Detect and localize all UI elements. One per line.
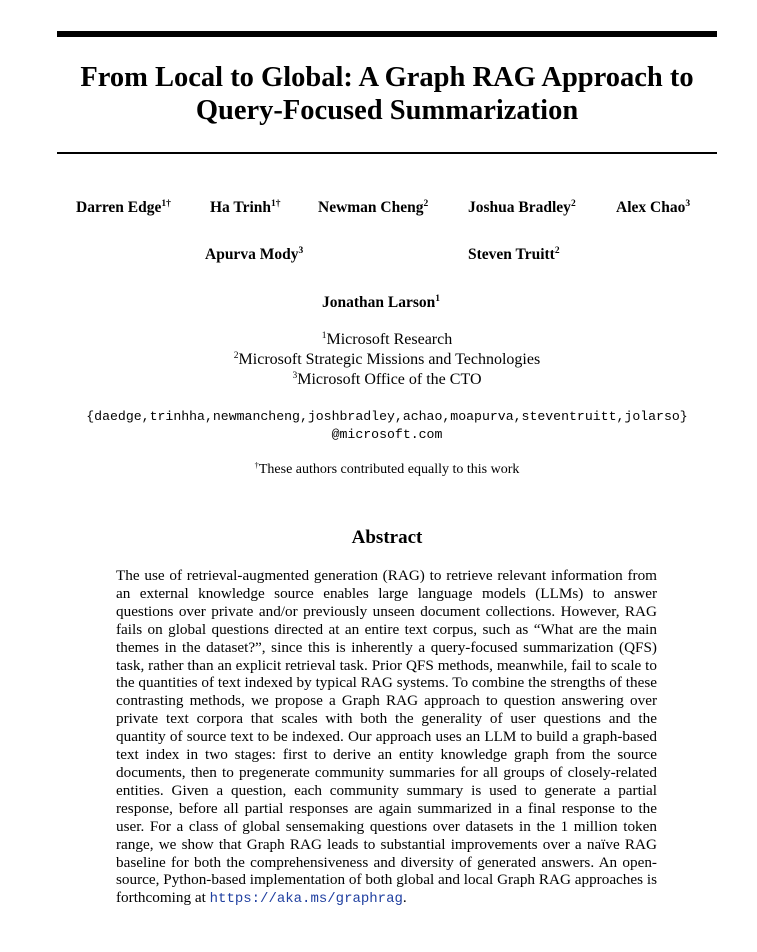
author: Newman Cheng$^2$	[318, 199, 429, 216]
author: Alex Chao$^3$	[616, 199, 691, 216]
author: Darren Edge$^{1\dagger}$	[76, 199, 171, 216]
equal-contribution-note: †These authors contributed equally to this work	[254, 460, 520, 477]
affiliation: $^2$Microsoft Strategic Missions and Technologies	[233, 351, 541, 368]
abstract-text: The use of retrieval-augmented generation (RAG) to retrieve relevant information from an external knowledge source enables large language models (LLMs) to answer questions over private and/or previously unseen document collections. However, RAG fails on global questions directed at an entire text corpus, such as “What are the main themes in the dataset?”, since this is inherently a query-focused summarization (QFS) task, rather than an explicit retrieval task. Prior QFS methods, meanwhile, fail to scale to the quantities of text indexed by typical RAG systems. To combine the strengths of these contrasting methods, we propose a Graph RAG approach to question answering over private text corpora that scales with both the generality of user questions and the quantity of source text to be indexed. Our approach uses an LLM to build a graph-based text index in two stages: first to derive an entity knowledge graph from the source documents, then to pregenerate community summaries for all groups of closely-related entities. Given a question, each community summary is used to generate a partial response, before all partial responses are again summarized in a final response to the user. For a class of global sensemaking questions over datasets in the 1 million token range, we show that Graph RAG leads to substantial improvements over a naïve RAG baseline for both the comprehensiveness and diversity of generated answers. An open-source, Python-based implementation of both global and local Graph RAG approaches is forthcoming at	[116, 567, 657, 907]
paper-title: From Local to Global: A Graph RAG Approach to Query-Focused Summarization	[80, 62, 694, 126]
email-domain: @microsoft.com	[331, 427, 443, 442]
author: Apurva Mody$^3$	[205, 246, 304, 263]
author: Jonathan Larson$^1$	[322, 294, 441, 311]
abstract-heading: Abstract	[351, 527, 423, 548]
title-bottom-rule	[57, 152, 717, 154]
author: Ha Trinh$^{1\dagger}$	[210, 199, 281, 216]
author: Steven Truitt$^2$	[468, 246, 560, 263]
affiliation: $^3$Microsoft Office of the CTO	[292, 371, 482, 388]
top-rule	[57, 31, 717, 37]
graphrag-link[interactable]: https://aka.ms/graphrag	[209, 891, 403, 908]
author-emails: {daedge,trinhha,newmancheng,joshbradley,achao,moapurva,steventruitt,jolarso}	[86, 409, 688, 424]
abstract-body: The use of retrieval-augmented generation (RAG) to retrieve relevant information from an external knowledge source enables large language models (LLMs) to answer questions over private and/or previously unseen document collections. However, RAG fails on global questions directed at an entire text corpus, such as “What are the main themes in the dataset?”, since this is inherently a query-focused summarization (QFS) task, rather than an explicit retrieval task. Prior QFS methods, meanwhile, fail to scale to the quantities of text indexed by typical RAG systems. To combine the strengths of these contrasting methods, we propose a Graph RAG approach to question answering over private text corpora that scales with both the generality of user questions and the quantity of source text to be indexed. Our approach uses an LLM to build a graph-based text index in two stages: first to derive an entity knowledge graph from the source documents, then to pregenerate community summaries for all groups of closely-related entities. Given a question, each community summary is used to generate a partial response, before all partial responses are again summarized in a final response to the user. For a class of global sensemaking questions over datasets in the 1 million token range, we show that Graph RAG leads to substantial improvements over a naïve RAG baseline for both the comprehensiveness and diversity of generated answers. An open-source, Python-based implementation of both global and local Graph RAG approaches is forthcoming at https://aka.ms/graphrag.	[116, 567, 657, 908]
affiliation: $^1$Microsoft Research	[321, 331, 453, 348]
author: Joshua Bradley$^2$	[468, 199, 576, 216]
